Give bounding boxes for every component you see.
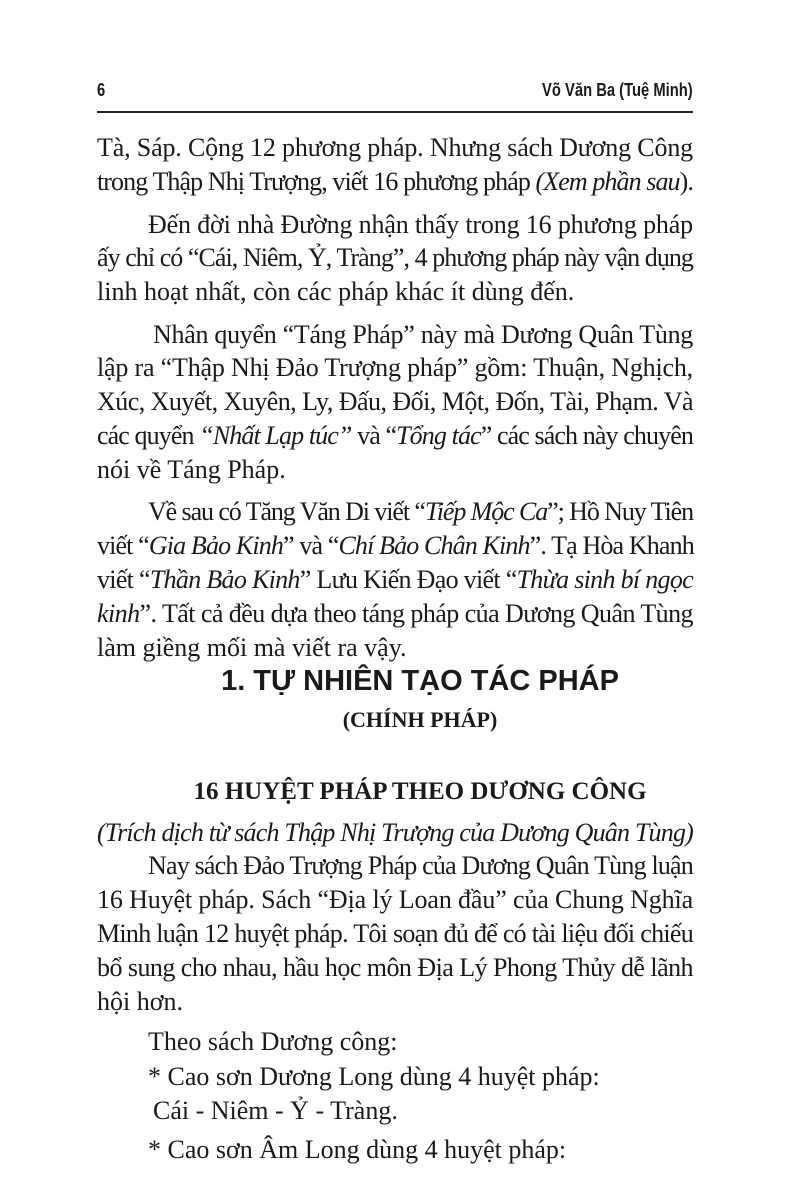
text-line <box>97 816 693 850</box>
text-line <box>97 419 693 453</box>
italic-text: Thừa sinh bí ngọc <box>516 565 693 594</box>
text-line <box>97 917 693 951</box>
text-span: Minh luận 12 huyệt pháp. Tôi soạn đủ để có tài liệu đối chiếu <box>97 919 693 948</box>
text-span: nói về Táng Pháp. <box>97 455 286 484</box>
text-span: Theo sách Dương công: <box>148 1027 398 1056</box>
text-line <box>97 1025 693 1059</box>
italic-text: kinh <box>97 599 140 628</box>
text-span: trong Thập Nhị Trượng, viết 16 phương pháp <box>97 167 536 196</box>
text-span: ”. Tất cả đều dựa theo táng pháp của Dương Quân Tùng <box>139 599 694 628</box>
text-span: Nhân quyển “Táng Pháp” này mà Dương Quân Tùng <box>153 320 693 349</box>
text-span: viết “ <box>97 565 150 594</box>
text-span: Về sau có Tăng Văn Di viết “ <box>148 497 425 526</box>
text-span: ” các sách này chuyên <box>480 421 693 450</box>
text-span: lập ra “Thập Nhị Đảo Trượng pháp” gồm: Thuận, Nghịch, <box>97 353 693 382</box>
text-line <box>97 351 693 385</box>
text-line <box>97 453 693 487</box>
text-line <box>97 318 693 352</box>
text-line <box>97 131 693 165</box>
text-line <box>97 241 693 275</box>
text-line <box>97 597 693 631</box>
section-subheading: (CHÍNH PHÁP) <box>342 707 498 732</box>
italic-text: (Trích dịch từ sách Thập Nhị Trượng của Dương Quân Tùng) <box>97 818 693 847</box>
text-span: Xúc, Xuyết, Xuyên, Ly, Đấu, Đối, Một, Đốn, Tài, Phạm. Và <box>97 387 693 416</box>
text-span: ”. Tạ Hòa Khanh <box>529 531 694 560</box>
text-line <box>97 849 693 883</box>
text-span: Cái - Niêm - Ỷ - Tràng. <box>153 1096 398 1125</box>
text-span: hội hơn. <box>97 987 183 1016</box>
text-line <box>97 1094 693 1128</box>
text-line <box>97 985 693 1019</box>
text-line <box>97 883 693 917</box>
section-heading: 1. TỰ NHIÊN TẠO TÁC PHÁP <box>221 665 619 697</box>
text-line <box>97 529 693 563</box>
running-header-author: Võ Văn Ba (Tuệ Minh) <box>542 80 693 100</box>
text-span: * Cao sơn Âm Long dùng 4 huyệt pháp: <box>148 1135 567 1164</box>
page-number: 6 <box>97 80 106 100</box>
text-span: làm giềng mối mà viết ra vậy. <box>97 633 407 662</box>
italic-text: Tiếp Mộc Ca <box>424 497 548 526</box>
italic-text: Gia Bảo Kinh <box>148 531 283 560</box>
italic-text: Thần Bảo Kinh <box>149 565 300 594</box>
text-line <box>97 275 693 309</box>
text-line <box>97 385 693 419</box>
text-span: linh hoạt nhất, còn các pháp khác ít dùng đến. <box>97 277 575 306</box>
text-span: ” và “ <box>283 531 339 560</box>
italic-text: “Nhất Lạp túc” <box>199 421 352 450</box>
text-span: ). <box>679 167 693 196</box>
text-span: 16 Huyệt pháp. Sách “Địa lý Loan đầu” của Chung Nghĩa <box>97 885 693 914</box>
text-line <box>97 165 693 199</box>
text-span: bổ sung cho nhau, hầu học môn Địa Lý Phong Thủy dễ lãnh <box>97 953 693 982</box>
text-line <box>97 563 693 597</box>
italic-text: Tổng tác <box>396 421 481 450</box>
text-span: Nay sách Đảo Trượng Pháp của Dương Quân Tùng luận <box>148 851 693 880</box>
text-line <box>97 495 693 529</box>
text-span: ấy chỉ có “Cái, Niêm, Ỷ, Tràng”, 4 phương pháp này vận dụng <box>97 243 693 272</box>
text-span: và “ <box>351 421 397 450</box>
text-span: Tà, Sáp. Cộng 12 phương pháp. Nhưng sách Dương Công <box>97 133 693 162</box>
text-span: * Cao sơn Dương Long dùng 4 huyệt pháp: <box>148 1062 600 1091</box>
text-line <box>97 951 693 985</box>
subsection-heading: 16 HUYỆT PHÁP THEO DƯƠNG CÔNG <box>193 778 647 805</box>
header-rule <box>97 111 693 113</box>
text-line <box>97 208 693 242</box>
text-span: các quyển <box>97 421 200 450</box>
text-span: viết “ <box>97 531 149 560</box>
text-line <box>97 1133 693 1167</box>
italic-text: (Xem phần sau <box>535 167 680 196</box>
text-span: ”; Hồ Nuy Tiên <box>547 497 693 526</box>
text-line <box>97 631 693 665</box>
italic-text: Chí Bảo Chân Kinh <box>338 531 530 560</box>
text-span: ” Lưu Kiến Đạo viết “ <box>299 565 517 594</box>
text-line <box>97 1060 693 1094</box>
text-span: Đến đời nhà Đường nhận thấy trong 16 phương pháp <box>148 210 693 239</box>
